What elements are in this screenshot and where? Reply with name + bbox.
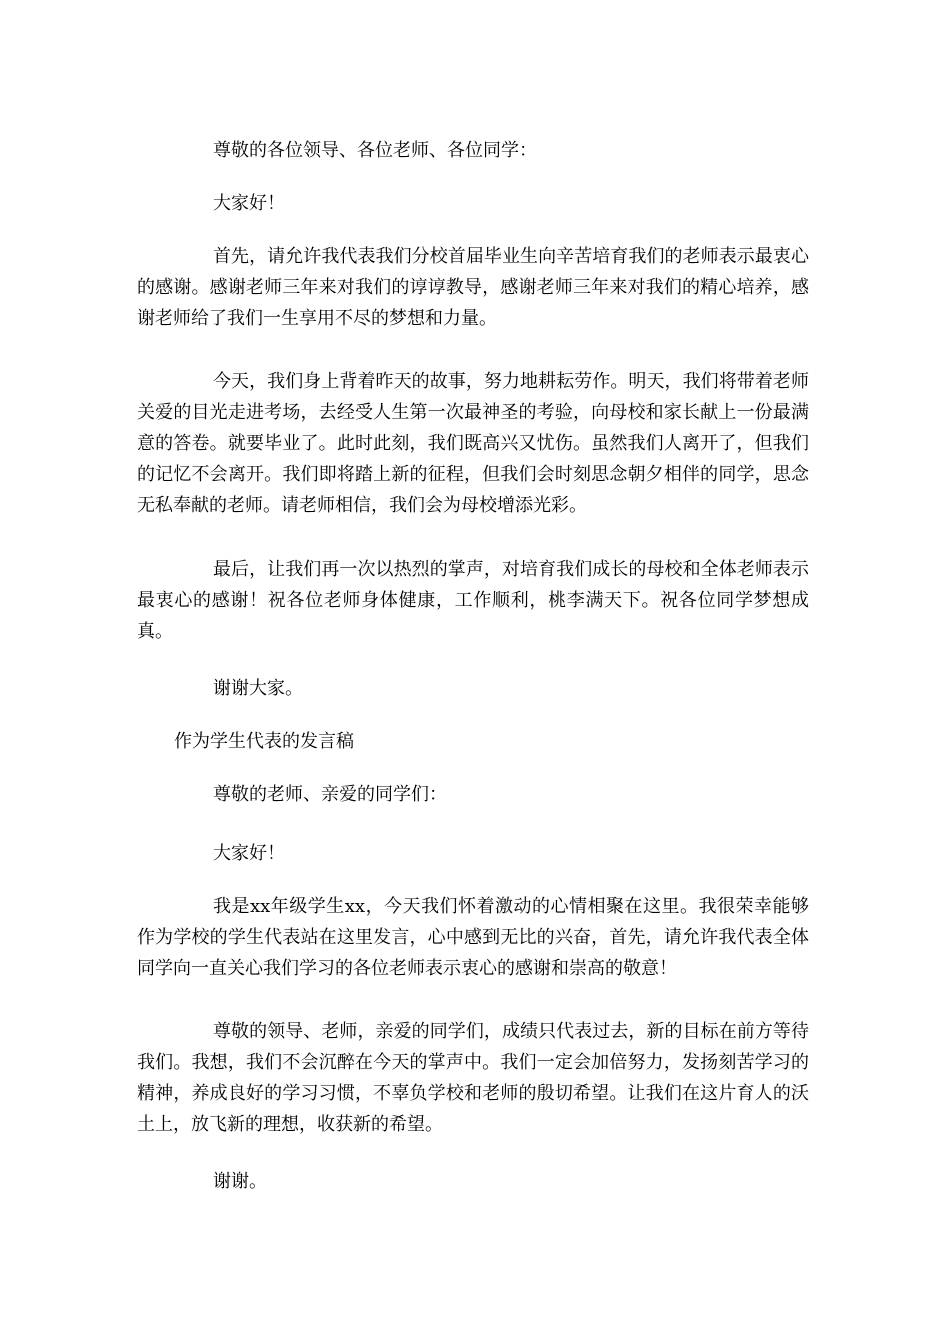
speech1-paragraph-1: 首先，请允许我代表我们分校首届毕业生向辛苦培育我们的老师表示最衷心的感谢。感谢老师三年来对我们的谆谆教导，感谢老师三年来对我们的精心培养，感谢老师给了我们一生享用不尽的梦想和力量。 <box>137 246 809 329</box>
speech2-salutation: 尊敬的老师、亲爱的同学们： <box>213 784 447 805</box>
speech2-paragraph-1: 我是xx年级学生xx，今天我们怀着激动的心情相聚在这里。我很荣幸能够作为学校的学生代表站在这里发言，心中感到无比的兴奋，首先，请允许我代表全体同学向一直关心我们学习的各位老师表示衷心的感谢和崇高的敬意！ <box>137 896 809 979</box>
speech2-closing: 谢谢。 <box>213 1171 267 1192</box>
speech1-greeting: 大家好！ <box>213 193 285 214</box>
speech2-title: 作为学生代表的发言稿 <box>174 731 354 752</box>
speech2-greeting: 大家好！ <box>213 843 285 864</box>
speech1-paragraph-3: 最后，让我们再一次以热烈的掌声，对培育我们成长的母校和全体老师表示最衷心的感谢！祝各位老师身体健康，工作顺利，桃李满天下。祝各位同学梦想成真。 <box>137 559 809 642</box>
speech1-salutation: 尊敬的各位领导、各位老师、各位同学： <box>213 140 537 161</box>
speech2-paragraph-2: 尊敬的领导、老师，亲爱的同学们，成绩只代表过去，新的目标在前方等待我们。我想，我们不会沉醉在今天的掌声中。我们一定会加倍努力，发扬刻苦学习的精神，养成良好的学习习惯，不辜负学校和老师的殷切希望。让我们在这片育人的沃土上，放飞新的理想，收获新的希望。 <box>137 1021 809 1135</box>
speech1-closing: 谢谢大家。 <box>213 678 303 699</box>
speech1-paragraph-2: 今天，我们身上背着昨天的故事，努力地耕耘劳作。明天，我们将带着老师关爱的目光走进考场，去经受人生第一次最神圣的考验，向母校和家长献上一份最满意的答卷。就要毕业了。此时此刻，我们既高兴又忧伤。虽然我们人离开了，但我们的记忆不会离开。我们即将踏上新的征程，但我们会时刻思念朝夕相伴的同学，思念无私奉献的老师。请老师相信，我们会为母校增添光彩。 <box>137 371 809 516</box>
